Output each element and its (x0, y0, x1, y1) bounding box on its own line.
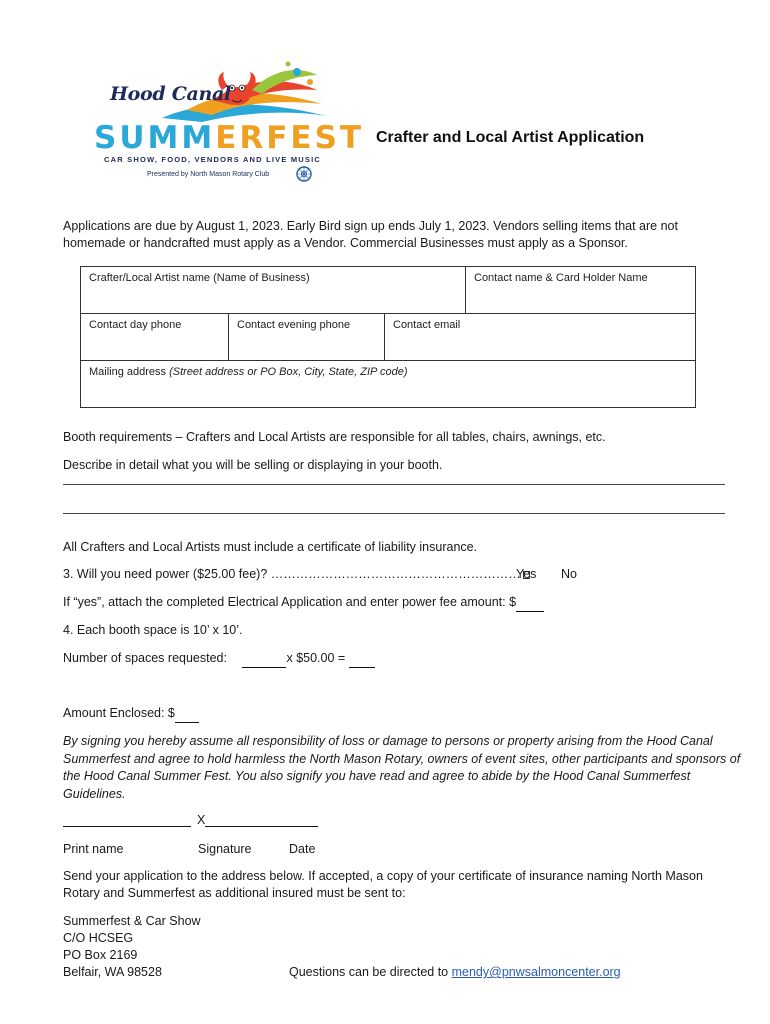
mailing-label: Mailing address (89, 366, 170, 378)
amount-enclosed-input[interactable] (175, 705, 199, 723)
questions-row (289, 964, 621, 981)
contact-name-label: Contact name & Card Holder Name (474, 272, 648, 284)
logo-presented-by: Presented by North Mason Rotary Club (147, 171, 270, 178)
amount-enclosed-label: Amount Enclosed: $ (63, 706, 175, 720)
business-name-label: Crafter/Local Artist name (Name of Business) (89, 272, 310, 284)
send-instructions-2: Rotary and Summerfest as additional insured must be sent to: (63, 886, 406, 900)
signature-x: X (197, 813, 206, 827)
power-yes[interactable]: Yes (516, 567, 537, 581)
logo-hood-canal: Hood Canal (110, 83, 231, 105)
day-phone-label: Contact day phone (89, 319, 182, 331)
print-name-line[interactable] (63, 813, 191, 827)
liability-agreement: By signing you hereby assume all responsibility of loss or damage to persons or property arising from the Hood Canal Summerfest and agree to hold harmless the North Mason Rotary, owners of event sites, other participants and sponsors of the Hood Canal Summer Fest. You also signify you have read and agree to abide by the Hood Canal Summerfest Guidelines. (63, 734, 741, 801)
logo-summerfest (94, 118, 364, 160)
address-line-2: C/O HCSEG (63, 931, 134, 945)
power-fee-label: If “yes”, attach the completed Electrical Application and enter power fee amount: $ (63, 595, 517, 609)
intro-line-1: Applications are due by August 1, 2023. Early Bird sign up ends July 1, 2023. Vendors selling items that are not (63, 219, 678, 233)
evening-phone-field[interactable] (229, 314, 385, 361)
page-title: Crafter and Local Artist Application (376, 129, 645, 146)
send-instructions-1: Send your application to the address below. If accepted, a copy of your certificate of insurance naming North Mason (63, 869, 703, 883)
address-line-1: Summerfest & Car Show (63, 914, 201, 928)
logo-tagline: CAR SHOW, FOOD, VENDORS AND LIVE MUSIC (104, 155, 321, 164)
describe-prompt: Describe in detail what you will be selling or displaying in your booth. (63, 458, 443, 472)
power-fee-input[interactable] (516, 594, 544, 612)
signature-label: Signature (198, 842, 252, 856)
logo-summ: SUMM (94, 120, 216, 156)
email-field[interactable] (385, 314, 696, 361)
summerfest-logo (92, 60, 365, 192)
intro-line-2: homemade or handcrafted must apply as a Vendor. Commercial Businesses must apply as a Sponsor. (63, 236, 628, 250)
questions-text: Questions can be directed to (289, 965, 452, 979)
mailing-hint: (Street address or PO Box, City, State, ZIP code) (169, 366, 408, 378)
spaces-row (63, 650, 375, 668)
contact-info-table (80, 266, 696, 408)
logo-erfest: ERFEST (215, 120, 365, 156)
booth-requirements: Booth requirements – Crafters and Local Artists are responsible for all tables, chairs, awnings, etc. (63, 430, 606, 444)
liability-notice: All Crafters and Local Artists must include a certificate of liability insurance. (63, 540, 478, 554)
signature-line[interactable] (205, 813, 318, 827)
day-phone-field[interactable] (81, 314, 229, 361)
description-line-1[interactable] (63, 484, 725, 485)
spaces-total-input[interactable] (349, 650, 375, 668)
business-name-field[interactable] (81, 267, 466, 314)
contact-name-field[interactable] (466, 267, 696, 314)
evening-phone-label: Contact evening phone (237, 319, 351, 331)
print-name-label: Print name (63, 842, 124, 856)
booth-size: 4. Each booth space is 10’ x 10’. (63, 623, 243, 637)
power-question-row (63, 566, 530, 583)
address-line-4: Belfair, WA 98528 (63, 965, 162, 979)
power-no[interactable]: No (561, 567, 577, 581)
email-label: Contact email (393, 319, 461, 331)
description-line-2[interactable] (63, 513, 725, 514)
address-line-3: PO Box 2169 (63, 948, 138, 962)
spaces-input[interactable] (242, 650, 286, 668)
power-fee-row (63, 594, 544, 612)
spaces-label: Number of spaces requested: (63, 651, 227, 665)
rotary-wheel-icon (296, 166, 312, 182)
spaces-calc: x $50.00 = (286, 651, 349, 665)
amount-row (63, 705, 199, 723)
date-label: Date (289, 842, 316, 856)
mailing-address-field[interactable] (81, 361, 696, 408)
questions-email-link[interactable]: mendy@pnwsalmoncenter.org (451, 965, 621, 979)
power-question: 3. Will you need power ($25.00 fee)? …………………………………………………… (63, 567, 521, 581)
